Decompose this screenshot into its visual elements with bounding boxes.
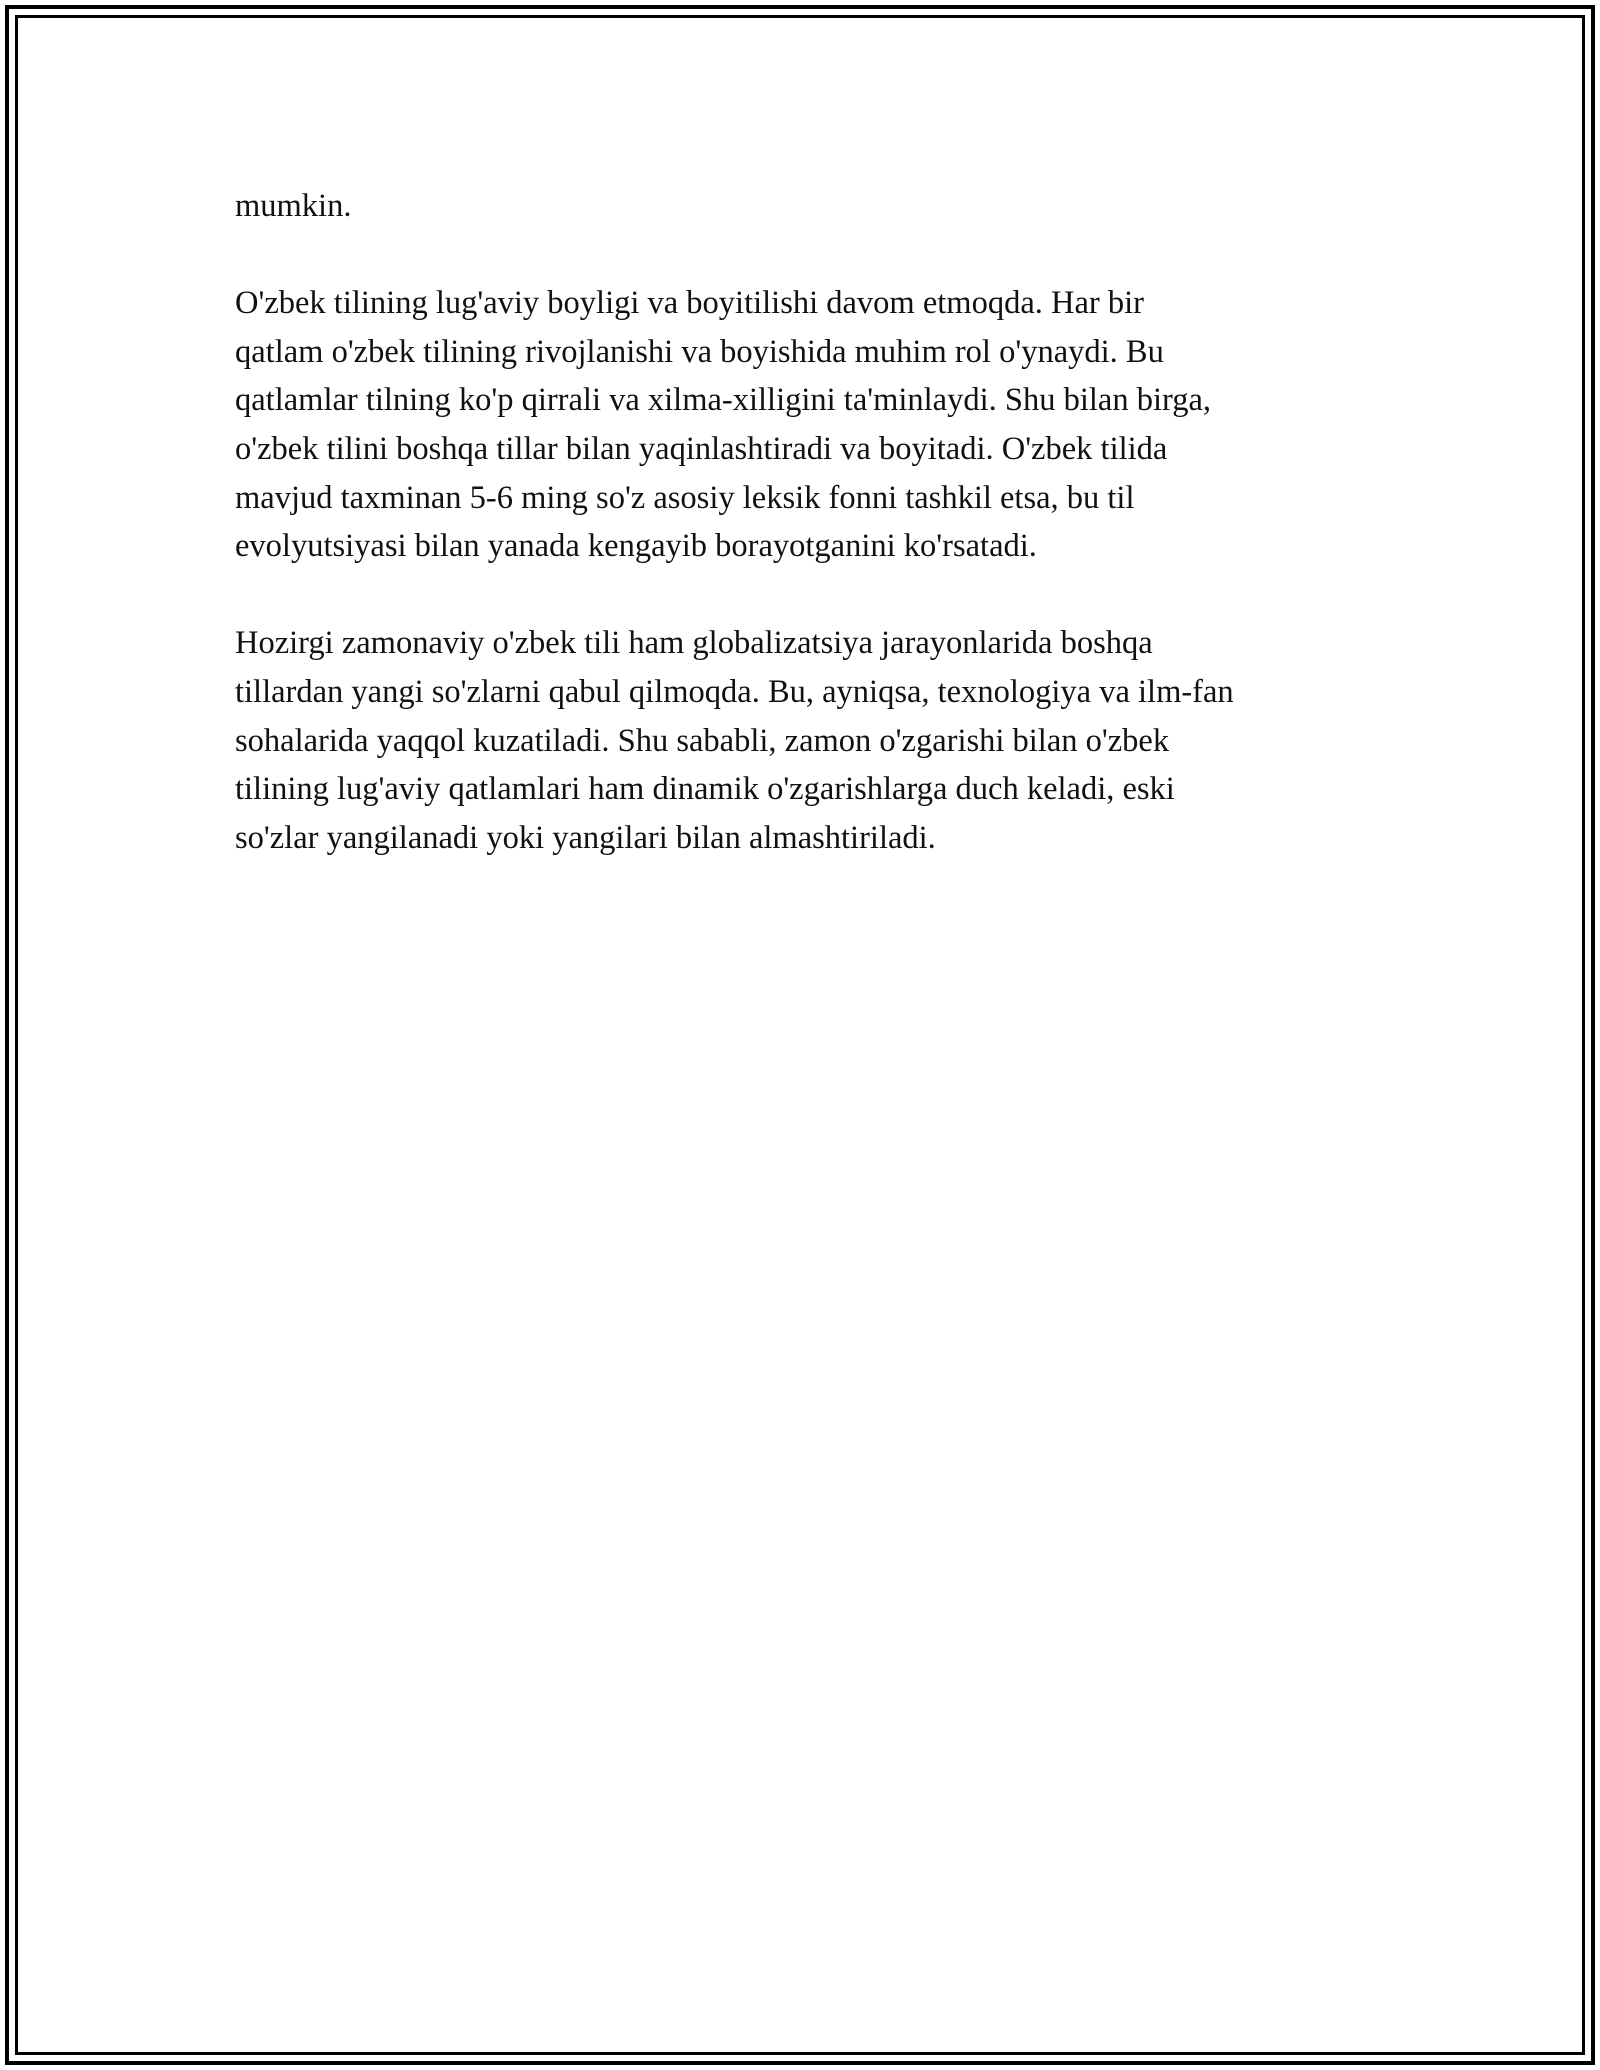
document-body xyxy=(235,182,1365,911)
paragraph xyxy=(235,279,1365,571)
text-line: O'zbek tilining lug'aviy boyligi va boyitilishi davom etmoqda. Har bir xyxy=(235,285,1144,322)
text-line: sohalarida yaqqol kuzatiladi. Shu sababli, zamon o'zgarishi bilan o'zbek xyxy=(235,722,1170,759)
text-line: tillardan yangi so'zlarni qabul qilmoqda. Bu, ayniqsa, texnologiya va ilm-fan xyxy=(235,673,1234,710)
text-line: qatlam o'zbek tilining rivojlanishi va boyishida muhim rol o'ynaydi. Bu xyxy=(235,333,1164,370)
text-line: evolyutsiyasi bilan yanada kengayib borayotganini ko'rsatadi. xyxy=(235,528,1037,565)
text-line: Hozirgi zamonaviy o'zbek tili ham globalizatsiya jarayonlarida boshqa xyxy=(235,625,1153,662)
text-line: qatlamlar tilning ko'p qirrali va xilma-xilligini ta'minlaydi. Shu bilan birga, xyxy=(235,382,1212,419)
text-line: so'zlar yangilanadi yoki yangilari bilan almashtiriladi. xyxy=(235,819,936,856)
text-line: mavjud taxminan 5-6 ming so'z asosiy leksik fonni tashkil etsa, bu til xyxy=(235,479,1135,516)
paragraph xyxy=(235,619,1365,862)
text-line: tilining lug'aviy qatlamlari ham dinamik o'zgarishlarga duch keladi, eski xyxy=(235,771,1175,808)
paragraph xyxy=(235,182,1365,231)
text-line: o'zbek tilini boshqa tillar bilan yaqinlashtiradi va boyitadi. O'zbek tilida xyxy=(235,430,1168,467)
text-line: mumkin. xyxy=(235,188,352,224)
